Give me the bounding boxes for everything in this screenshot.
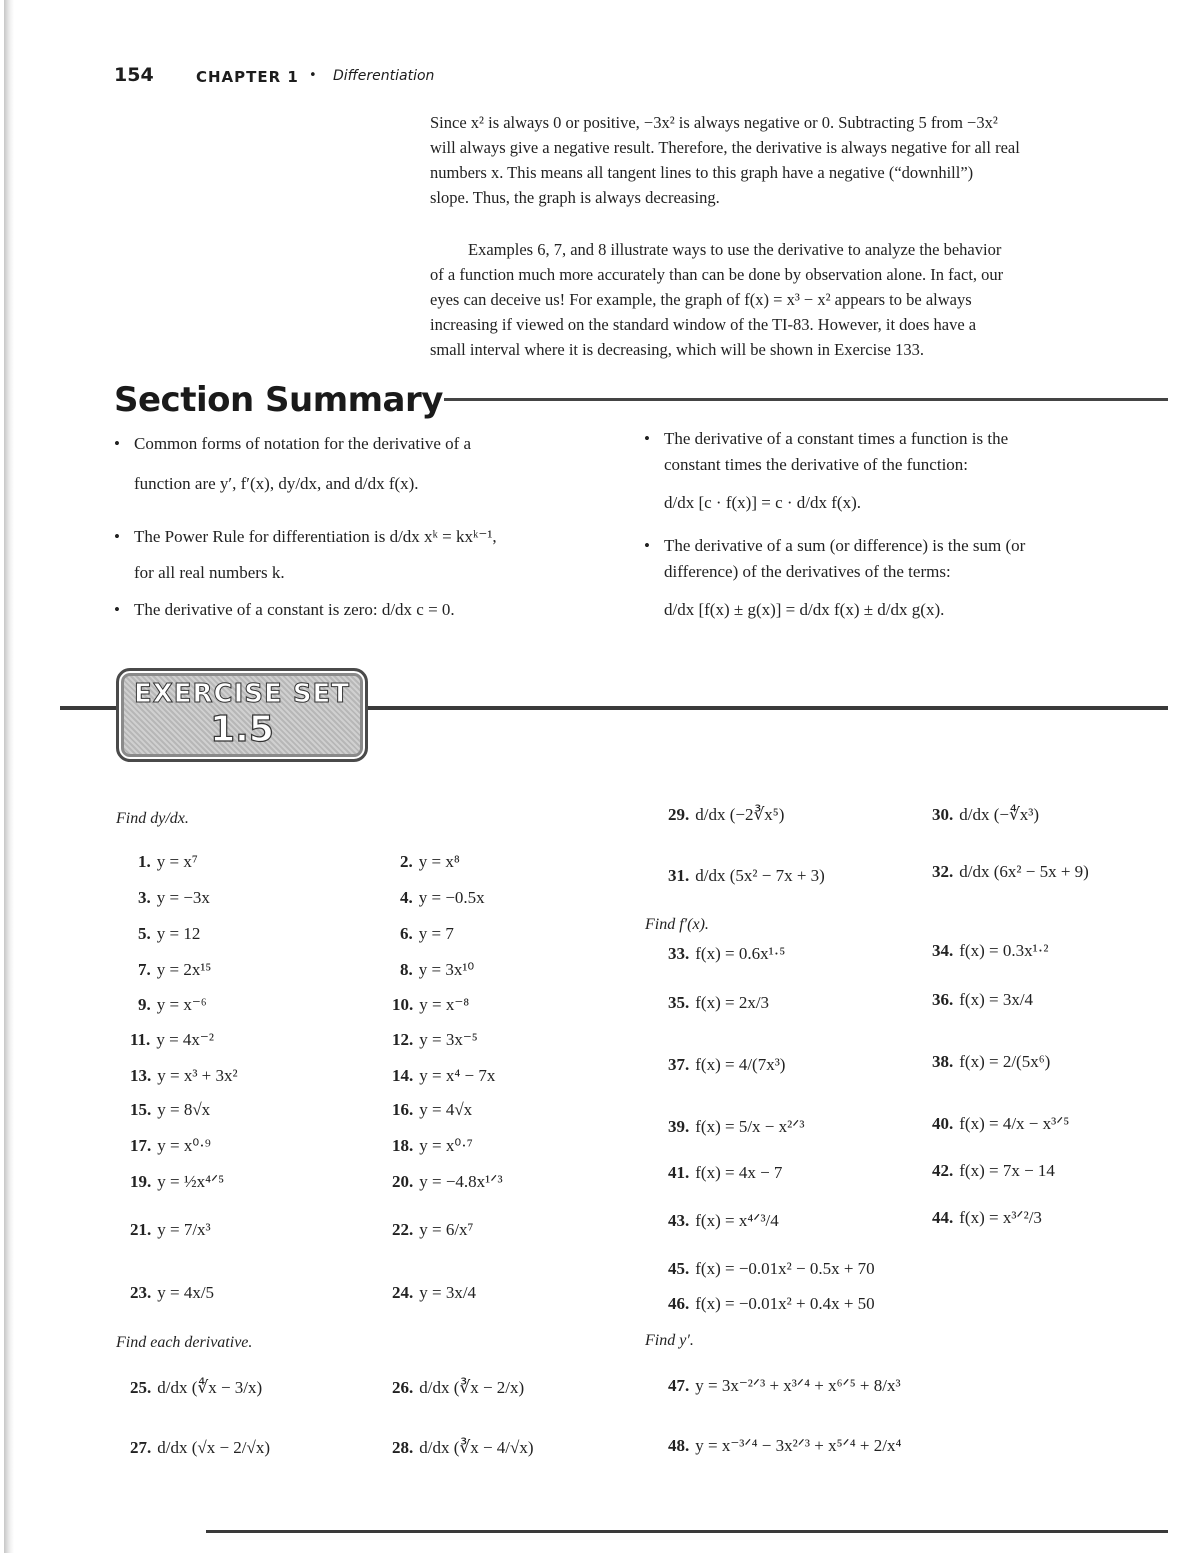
text-line: of a function much more accurately than can be done by observation alone. In fact, our [430, 265, 1004, 284]
exercise-expression: y = −4.8x¹ᐟ³ [419, 1172, 503, 1191]
exercise-item [400, 924, 454, 944]
exercise-number: 37. [668, 1055, 690, 1074]
exercise-number: 27. [130, 1438, 152, 1457]
exercise-number: 10. [392, 995, 414, 1014]
text-line: small interval where it is decreasing, which will be shown in Exercise 133. [430, 340, 924, 359]
page-number: 154 [114, 64, 154, 86]
exercise-item [130, 1220, 211, 1240]
exercise-item [392, 1030, 478, 1050]
section-summary-title: Section Summary [114, 380, 443, 420]
exercise-expression: f(x) = 2x/3 [695, 993, 770, 1012]
exercise-number: 4. [400, 888, 413, 907]
exercise-expression: d/dx (5x² − 7x + 3) [695, 866, 825, 885]
exercise-item [392, 1438, 534, 1458]
exercise-item [668, 993, 769, 1013]
summary-bullet-1 [134, 431, 594, 497]
exercise-item [392, 1136, 473, 1156]
exercise-item [400, 888, 485, 908]
exercise-number: 6. [400, 924, 413, 943]
exercise-item [932, 990, 1033, 1010]
find-each-derivative-label: Find each derivative. [116, 1334, 253, 1351]
exercise-item [400, 852, 460, 872]
exercise-number: 45. [668, 1259, 690, 1278]
summary-bullet-4 [664, 426, 1144, 516]
exercise-number: 1. [138, 852, 151, 871]
intro-paragraph-1 [430, 110, 1142, 210]
exercise-expression: d/dx (−2∛x⁵) [695, 805, 785, 824]
exercise-item [130, 1030, 214, 1050]
exercise-item [932, 805, 1039, 825]
exercise-item [392, 1066, 495, 1086]
exercise-expression: d/dx (6x² − 5x + 9) [959, 862, 1089, 881]
summary-bullet-2 [134, 524, 604, 586]
exercise-expression: f(x) = −0.01x² − 0.5x + 70 [695, 1259, 875, 1278]
exercise-expression: f(x) = 3x/4 [959, 990, 1034, 1009]
exercise-number: 13. [130, 1066, 152, 1085]
exercise-expression: y = x⁻³ᐟ⁴ − 3x²ᐟ³ + x⁵ᐟ⁴ + 2/x⁴ [695, 1436, 902, 1455]
text-line: Since x² is always 0 or positive, −3x² is always negative or 0. Subtracting 5 from −3x² [430, 113, 998, 132]
exercise-number: 24. [392, 1283, 414, 1302]
exercise-number: 12. [392, 1030, 414, 1049]
exercise-item [668, 1376, 901, 1396]
exercise-item [932, 1161, 1055, 1181]
exercise-number: 38. [932, 1052, 954, 1071]
exercise-expression: d/dx (√x − 2/√x) [157, 1438, 271, 1457]
exercise-expression: y = x³ + 3x² [157, 1066, 238, 1085]
exercise-expression: f(x) = 7x − 14 [959, 1161, 1055, 1180]
exercise-item [392, 1172, 503, 1192]
exercise-item [138, 888, 210, 908]
exercise-expression: f(x) = 4x − 7 [695, 1163, 783, 1182]
find-dydx-label: Find dy/dx. [116, 810, 189, 827]
exercise-number: 2. [400, 852, 413, 871]
exercise-item [130, 1438, 270, 1458]
exercise-number: 47. [668, 1376, 690, 1395]
exercise-number: 48. [668, 1436, 690, 1455]
exercise-expression: y = x⁰·⁷ [419, 1136, 473, 1155]
exercise-number: 20. [392, 1172, 414, 1191]
exercise-expression: y = x⁴ − 7x [419, 1066, 496, 1085]
exercise-expression: f(x) = 0.6x¹·⁵ [695, 944, 786, 963]
exercise-number: 46. [668, 1294, 690, 1313]
exercise-expression: d/dx (∛x − 2/x) [419, 1378, 525, 1397]
exercise-item [130, 1378, 262, 1398]
text-line: Examples 6, 7, and 8 illustrate ways to use the derivative to analyze the behavior [468, 240, 1002, 259]
exercise-expression: f(x) = x⁴ᐟ³/4 [695, 1211, 779, 1230]
exercise-expression: d/dx (∛x − 4/√x) [419, 1438, 534, 1457]
exercise-item [138, 960, 211, 980]
exercise-item [668, 805, 784, 825]
summary-bullet-3 [134, 597, 604, 623]
exercise-number: 17. [130, 1136, 152, 1155]
exercise-expression: y = x⁻⁸ [419, 995, 470, 1014]
exercise-number: 31. [668, 866, 690, 885]
exercise-number: 16. [392, 1100, 414, 1119]
exercise-number: 33. [668, 944, 690, 963]
text-line: will always give a negative result. Therefore, the derivative is always negative for all real [430, 138, 1020, 157]
exercise-number: 39. [668, 1117, 690, 1136]
exercise-item [138, 924, 200, 944]
exercise-expression: y = ½x⁴ᐟ⁵ [157, 1172, 225, 1191]
exercise-expression: y = 4x⁻² [156, 1030, 214, 1049]
bullet-text: function are y′, f′(x), dy/dx, and d/dx f(x). [134, 474, 419, 493]
find-fprime-label: Find f′(x). [645, 916, 709, 933]
exercise-expression: y = x⁰·⁹ [157, 1136, 211, 1155]
summary-rule [444, 398, 1168, 401]
exercise-expression: d/dx (−∜x³) [959, 805, 1040, 824]
exercise-item [668, 866, 825, 886]
exercise-expression: y = x⁸ [418, 852, 460, 871]
exercise-expression: y = −0.5x [418, 888, 485, 907]
exercise-item [392, 1378, 524, 1398]
exercise-number: 7. [138, 960, 151, 979]
bullet-text: constant times the derivative of the function: [664, 455, 969, 474]
exercise-number: 30. [932, 805, 954, 824]
bullet-formula: d/dx [f(x) ± g(x)] = d/dx f(x) ± d/dx g(x). [664, 600, 945, 619]
text-line: eyes can deceive us! For example, the graph of f(x) = x³ − x² appears to be always [430, 290, 972, 309]
exercise-item [130, 1136, 211, 1156]
exercise-expression: f(x) = 5/x − x²ᐟ³ [695, 1117, 805, 1136]
find-yprime-label: Find y′. [645, 1332, 694, 1349]
exercise-number: 41. [668, 1163, 690, 1182]
exercise-item [130, 1283, 214, 1303]
exercise-item [668, 1436, 901, 1456]
text-line: increasing if viewed on the standard window of the TI-83. However, it does have a [430, 315, 977, 334]
exercise-item [668, 944, 785, 964]
exercise-item [932, 862, 1089, 882]
exercise-number: 42. [932, 1161, 954, 1180]
bullet-text: for all real numbers k. [134, 563, 285, 582]
exercise-expression: f(x) = 4/x − x³ᐟ⁵ [959, 1114, 1070, 1133]
exercise-expression: y = 4√x [419, 1100, 473, 1119]
exercise-number: 15. [130, 1100, 152, 1119]
exercise-number: 11. [130, 1030, 151, 1049]
exercise-expression: y = 6/x⁷ [419, 1220, 474, 1239]
exercise-item [668, 1259, 875, 1279]
exercise-number: 8. [400, 960, 413, 979]
exercise-item [392, 1220, 474, 1240]
exercise-number: 29. [668, 805, 690, 824]
chapter-label: CHAPTER 1 [196, 68, 299, 86]
exercise-number: 34. [932, 941, 954, 960]
exercise-number: 9. [138, 995, 151, 1014]
exercise-expression: f(x) = 0.3x¹·² [959, 941, 1049, 960]
exercise-expression: y = 4x/5 [157, 1283, 215, 1302]
exercise-item [932, 941, 1048, 961]
exercise-number: 28. [392, 1438, 414, 1457]
bullet-text: • The derivative of a constant is zero: d/dx c = 0. [134, 600, 455, 619]
exercise-expression: y = x⁷ [156, 852, 198, 871]
exercise-expression: y = 3x⁻²ᐟ³ + x³ᐟ⁴ + x⁶ᐟ⁵ + 8/x³ [695, 1376, 901, 1395]
exercise-number: 36. [932, 990, 954, 1009]
exercise-number: 22. [392, 1220, 414, 1239]
exercise-number: 40. [932, 1114, 954, 1133]
exercise-item [130, 1172, 224, 1192]
exercise-expression: y = 3x⁻⁵ [419, 1030, 478, 1049]
exercise-number: 18. [392, 1136, 414, 1155]
text-line: slope. Thus, the graph is always decreasing. [430, 188, 720, 207]
exercise-item [668, 1163, 782, 1183]
exercise-expression: f(x) = 4/(7x³) [695, 1055, 786, 1074]
exercise-item [668, 1294, 875, 1314]
exercise-number: 5. [138, 924, 151, 943]
text-line: numbers x. This means all tangent lines to this graph have a negative (“downhill”) [430, 163, 974, 182]
exercise-expression: f(x) = x³ᐟ²/3 [959, 1208, 1042, 1227]
summary-bullet-5 [664, 533, 1144, 623]
exercise-expression: y = 7/x³ [157, 1220, 211, 1239]
bullet-formula: d/dx [c · f(x)] = c · d/dx f(x). [664, 493, 861, 512]
chapter-title: Differentiation [333, 68, 435, 84]
exercise-item [138, 852, 198, 872]
exercise-item [130, 1066, 238, 1086]
exercise-number: 21. [130, 1220, 152, 1239]
exercise-number: 35. [668, 993, 690, 1012]
exercise-item [130, 1100, 210, 1120]
exercise-expression: y = 3x¹⁰ [418, 960, 475, 979]
exercise-item [400, 960, 474, 980]
bullet-text: • The Power Rule for differentiation is d/dx xᵏ = kxᵏ⁻¹, [134, 527, 497, 546]
bullet-text: difference) of the derivatives of the terms: [664, 562, 951, 581]
exercise-item [932, 1052, 1050, 1072]
exercise-set-badge [116, 668, 368, 762]
exercise-item [932, 1208, 1042, 1228]
exercise-expression: y = −3x [156, 888, 210, 907]
exercise-number: 14. [392, 1066, 414, 1085]
exercise-number: 32. [932, 862, 954, 881]
exercise-item [392, 995, 469, 1015]
exercise-expression: y = 7 [418, 924, 454, 943]
exercise-number: 44. [932, 1208, 954, 1227]
exercise-item [932, 1114, 1069, 1134]
exercise-expression: f(x) = −0.01x² + 0.4x + 50 [695, 1294, 875, 1313]
exercise-number: 43. [668, 1211, 690, 1230]
exercise-item [138, 995, 207, 1015]
badge-line-2: 1.5 [210, 709, 274, 750]
exercise-number: 19. [130, 1172, 152, 1191]
exercise-number: 23. [130, 1283, 152, 1302]
exercise-item [392, 1100, 472, 1120]
exercise-expression: y = 8√x [157, 1100, 211, 1119]
badge-line-1: EXERCISE SET [133, 679, 351, 709]
exercise-item [668, 1117, 805, 1137]
intro-paragraph-2 [430, 237, 1142, 362]
exercise-expression: y = 3x/4 [419, 1283, 477, 1302]
bullet-text: • The derivative of a constant times a function is the [664, 429, 1009, 448]
exercise-expression: d/dx (∜x − 3/x) [157, 1378, 263, 1397]
exercise-item [668, 1055, 785, 1075]
exercise-number: 3. [138, 888, 151, 907]
exercise-item [668, 1211, 779, 1231]
exercise-expression: y = 12 [156, 924, 201, 943]
bottom-rule [206, 1530, 1168, 1533]
exercise-expression: y = 2x¹⁵ [156, 960, 212, 979]
bullet-text: • Common forms of notation for the derivative of a [134, 434, 472, 453]
exercise-expression: y = x⁻⁶ [156, 995, 207, 1014]
exercise-number: 26. [392, 1378, 414, 1397]
exercise-expression: f(x) = 2/(5x⁶) [959, 1052, 1051, 1071]
exercise-item [392, 1283, 476, 1303]
scan-edge [4, 0, 14, 1553]
header-separator: • [309, 68, 317, 83]
bullet-text: • The derivative of a sum (or difference) is the sum (or [664, 536, 1026, 555]
exercise-number: 25. [130, 1378, 152, 1397]
